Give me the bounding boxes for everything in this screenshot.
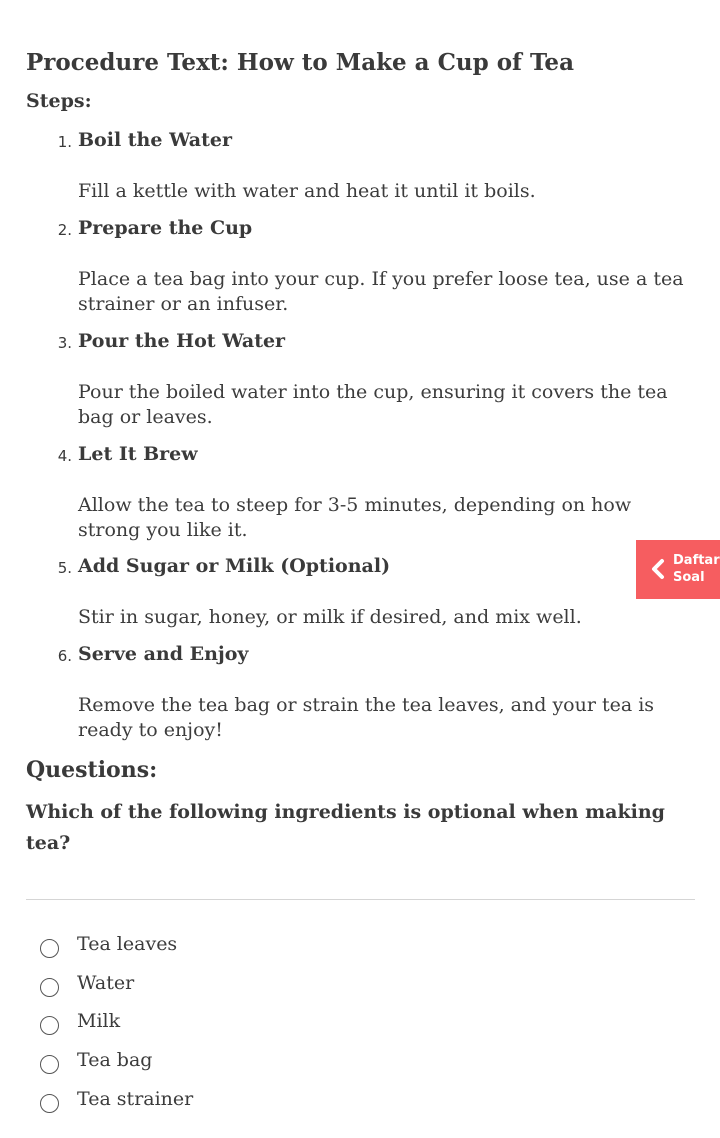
step-description: Pour the boiled water into the cup, ensuring it covers the tea bag or leaves. bbox=[78, 381, 668, 428]
step-number: 6. bbox=[57, 647, 72, 665]
step-number: 2. bbox=[57, 221, 72, 239]
step-description: Remove the tea bag or strain the tea leaves, and your tea is ready to enjoy! bbox=[78, 694, 655, 741]
question-text: Which of the following ingredients is optional when making tea? bbox=[26, 801, 665, 854]
radio-button[interactable] bbox=[40, 1016, 59, 1035]
answer-option[interactable] bbox=[40, 1049, 440, 1077]
step-title: Add Sugar or Milk (Optional) bbox=[78, 555, 391, 577]
step-title: Serve and Enjoy bbox=[78, 643, 249, 665]
step-description: Place a tea bag into your cup. If you prefer loose tea, use a tea strainer or an infuser. bbox=[78, 268, 684, 315]
step-number: 4. bbox=[57, 447, 72, 465]
option-label: Tea bag bbox=[77, 1049, 153, 1071]
chevron-left-icon bbox=[650, 558, 666, 580]
step-number: 1. bbox=[57, 133, 72, 151]
answer-option[interactable] bbox=[40, 1010, 440, 1038]
step-description: Stir in sugar, honey, or milk if desired, and mix well. bbox=[78, 606, 582, 628]
option-label: Tea leaves bbox=[77, 933, 178, 955]
option-label: Tea strainer bbox=[77, 1088, 194, 1110]
step-title: Pour the Hot Water bbox=[78, 330, 286, 352]
daftar-soal-line2: Soal bbox=[673, 570, 705, 585]
divider bbox=[26, 899, 695, 900]
page-title: Procedure Text: How to Make a Cup of Tea bbox=[26, 49, 574, 76]
questions-heading: Questions: bbox=[26, 757, 158, 783]
radio-button[interactable] bbox=[40, 939, 59, 958]
step-description: Fill a kettle with water and heat it until it boils. bbox=[78, 180, 536, 202]
radio-button[interactable] bbox=[40, 1094, 59, 1113]
option-label: Milk bbox=[77, 1010, 121, 1032]
step-title: Let It Brew bbox=[78, 443, 198, 465]
radio-button[interactable] bbox=[40, 1055, 59, 1074]
daftar-soal-line1: Daftar bbox=[673, 553, 720, 568]
step-title: Boil the Water bbox=[78, 129, 232, 151]
step-title: Prepare the Cup bbox=[78, 217, 253, 239]
answer-option[interactable] bbox=[40, 1088, 440, 1116]
step-number: 5. bbox=[57, 559, 72, 577]
radio-button[interactable] bbox=[40, 978, 59, 997]
daftar-soal-label bbox=[673, 552, 720, 586]
steps-heading: Steps: bbox=[26, 90, 92, 112]
daftar-soal-button[interactable] bbox=[636, 540, 720, 599]
answer-option[interactable] bbox=[40, 933, 440, 961]
answer-option[interactable] bbox=[40, 972, 440, 1000]
step-number: 3. bbox=[57, 334, 72, 352]
step-description: Allow the tea to steep for 3-5 minutes, depending on how strong you like it. bbox=[78, 494, 632, 541]
option-label: Water bbox=[77, 972, 135, 994]
